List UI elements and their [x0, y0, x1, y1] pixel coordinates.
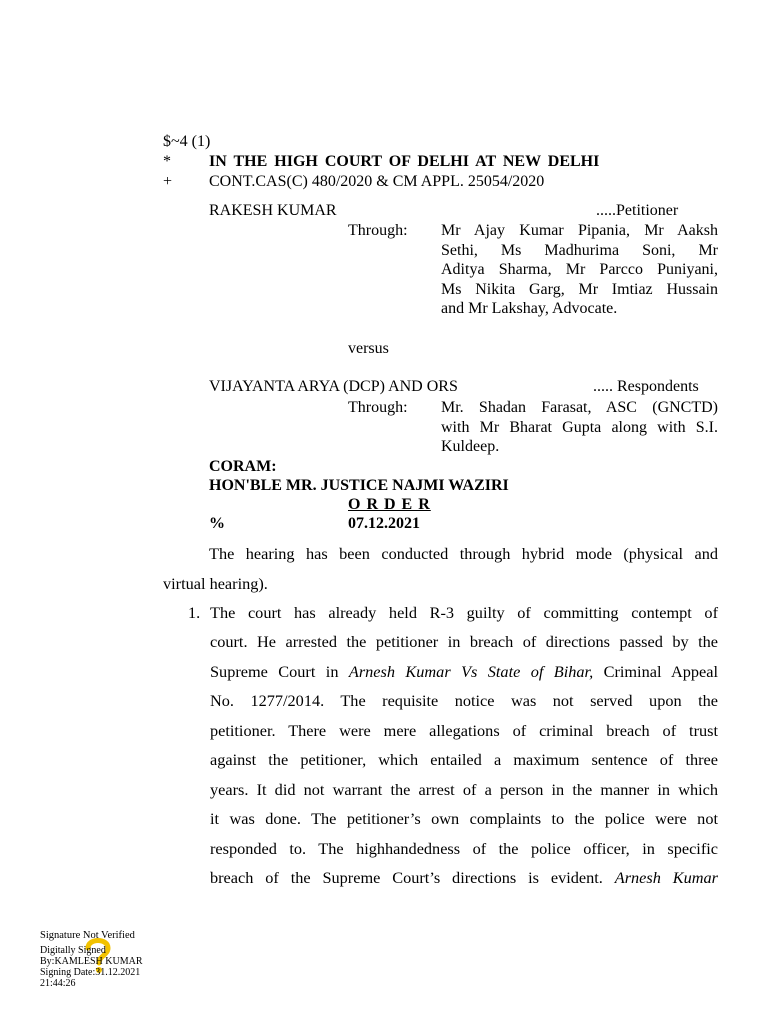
respondent-counsel-line: with Mr Bharat Gupta along with S.I. [441, 419, 718, 436]
petitioner-counsel-line: Sethi, Ms Madhurima Soni, Mr [441, 242, 718, 259]
para-line [210, 657, 718, 687]
star-marker: * [163, 153, 171, 170]
petitioner-through-label: Through: [348, 222, 408, 239]
coram-label: CORAM: [209, 458, 277, 475]
case-citation: Arnesh Kumar Vs State of Bihar, [348, 662, 594, 681]
order-date: 07.12.2021 [348, 515, 420, 532]
intro-line: virtual hearing). [163, 574, 268, 593]
para-text: breach of the Supreme Court’s directions is evident. [210, 868, 615, 887]
para-line: court. He arrested the petitioner in breach of directions passed by the [210, 632, 718, 651]
signature-digital: Digitally Signed [40, 945, 106, 956]
petitioner-counsel-line: Ms Nikita Garg, Mr Imtiaz Hussain [441, 281, 718, 298]
petitioner-counsel-line: Mr Ajay Kumar Pipania, Mr Aaksh [441, 222, 718, 239]
signature-block [40, 930, 143, 989]
petitioner-counsel-line: Aditya Sharma, Mr Parcco Puniyani, [441, 261, 718, 278]
petitioner-name: RAKESH KUMAR [209, 202, 337, 219]
plus-marker: + [163, 173, 173, 190]
signature-status: Signature Not Verified [40, 930, 135, 941]
para-line: it was done. The petitioner’s own complaints to the police were not [210, 809, 718, 828]
case-marker: $~4 (1) [163, 133, 211, 150]
respondent-counsel-line: Kuldeep. [441, 438, 500, 455]
para-line: against the petitioner, which entailed a maximum sentence of three [210, 750, 718, 769]
respondent-through-label: Through: [348, 399, 408, 416]
signature-time: 21:44:26 [40, 978, 76, 989]
versus-label: versus [348, 340, 389, 357]
order-heading: O R D E R [348, 496, 431, 513]
para-text: Criminal Appeal [593, 662, 719, 681]
para-line: years. It did not warrant the arrest of a person in the manner in which [210, 780, 718, 799]
case-citation: Arnesh Kumar [614, 868, 718, 887]
petitioner-counsel-line: and Mr Lakshay, Advocate. [441, 300, 618, 317]
para-text: Supreme Court in [210, 662, 349, 681]
judge-name: HON'BLE MR. JUSTICE NAJMI WAZIRI [209, 477, 509, 494]
intro-line: The hearing has been conducted through hybrid mode (physical and [209, 544, 718, 563]
petitioner-role: .....Petitioner [596, 202, 679, 219]
respondent-name: VIJAYANTA ARYA (DCP) AND ORS [209, 378, 458, 395]
respondent-counsel-line: Mr. Shadan Farasat, ASC (GNCTD) [441, 399, 718, 416]
signature-date: Signing Date:31.12.2021 [40, 967, 141, 978]
respondent-role: ..... Respondents [593, 378, 699, 395]
para-line: petitioner. There were mere allegations of criminal breach of trust [210, 721, 718, 740]
para-line: No. 1277/2014. The requisite notice was not served upon the [210, 691, 718, 710]
percent-marker: % [209, 515, 225, 532]
case-number: CONT.CAS(C) 480/2020 & CM APPL. 25054/2020 [209, 173, 545, 190]
para-line: responded to. The highhandedness of the police officer, in specific [210, 839, 718, 858]
para-line: The court has already held R-3 guilty of committing contempt of [210, 603, 718, 622]
para-line [210, 863, 718, 893]
para-number: 1. [188, 603, 201, 622]
signature-signer: By:KAMLESH KUMAR [40, 956, 143, 967]
court-title: IN THE HIGH COURT OF DELHI AT NEW DELHI [209, 153, 600, 170]
